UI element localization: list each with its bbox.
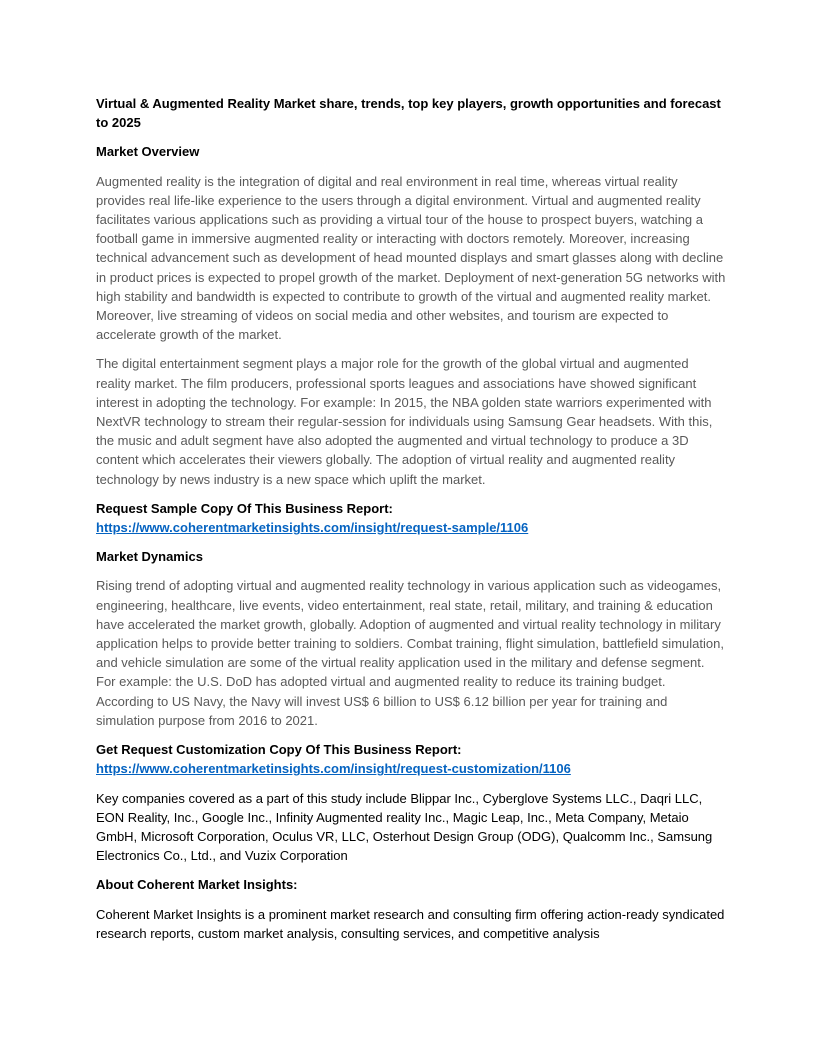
about-heading: About Coherent Market Insights:: [96, 877, 298, 893]
overview-paragraph-1: Augmented reality is the integration of digital and real environment in real time, whereas virtual reality provides real life-like experience to the users through a digital environment. Virtual and augmented reality facilitates various applications such as providing a virtual tour of the house to prospect buyers, watching a football game in immersive augmented reality or interacting with doctors remotely. Moreover, increasing technical advancement such as development of head mounted displays and smart glasses along with decline in product prices is expected to propel growth of the market. Deployment of next-generation 5G networks with high stability and bandwidth is expected to contribute to growth of the virtual and augmented reality market. Moreover, live streaming of videos on social media and other websites, and tourism are expected to accelerate growth of the market.: [96, 173, 726, 343]
market-overview-heading: Market Overview: [96, 144, 200, 160]
customization-request-block: [96, 740, 726, 778]
customization-request-link[interactable]: https://www.coherentmarketinsights.com/insight/request-customization/1106: [96, 761, 571, 777]
key-companies-paragraph: Key companies covered as a part of this study include Blippar Inc., Cyberglove Systems LLC., Daqri LLC, EON Reality, Inc., Google Inc., Infinity Augmented reality Inc., Magic Leap, Inc., Meta Company, Metaio GmbH, Microsoft Corporation, Oculus VR, LLC, Osterhout Design Group (ODG), Qualcomm Inc., Samsung Electronics Co., Ltd., and Vuzix Corporation: [96, 790, 713, 864]
sample-request-link[interactable]: https://www.coherentmarketinsights.com/insight/request-sample/1106: [96, 520, 529, 536]
document-page: [96, 94, 726, 953]
dynamics-paragraph: Rising trend of adopting virtual and augmented reality technology in various application such as videogames, engineering, healthcare, live events, video entertainment, real state, retail, military, and training & education have accelerated the market growth, globally. Adoption of augmented and virtual reality technology in military application helps to provide better training to soldiers. Combat training, flight simulation, battlefield simulation, and vehicle simulation are some of the virtual reality application used in the military and defense segment. For example: the U.S. DoD has adopted virtual and augmented reality to reduce its training budget. According to US Navy, the Navy will invest US$ 6 billion to US$ 6.12 billion per year for training and simulation purpose from 2016 to 2021.: [96, 578, 724, 728]
document-title: Virtual & Augmented Reality Market share, trends, top key players, growth opportunities and forecast to 2025: [96, 96, 721, 131]
about-paragraph: Coherent Market Insights is a prominent market research and consulting firm offering action-ready syndicated research reports, custom market analysis, consulting services, and competitive analysis: [96, 906, 725, 941]
sample-request-block: [96, 499, 726, 537]
market-dynamics-heading: Market Dynamics: [96, 549, 203, 565]
overview-paragraph-2: The digital entertainment segment plays a major role for the growth of the global virtual and augmented reality market. The film producers, professional sports leagues and associations have showed significant interest in adopting the technology. For example: In 2015, the NBA golden state warriors experimented with NextVR technology to stream their regular-session for individuals using Samsung Gear headsets. With this, the music and adult segment have also adopted the augmented and virtual technology to produce a 3D content which accelerates their viewers globally. The adoption of virtual reality and augmented reality technology by news industry is a new space which uplift the market.: [96, 356, 713, 487]
sample-request-label: Request Sample Copy Of This Business Report:: [96, 500, 393, 516]
customization-request-label: Get Request Customization Copy Of This Business Report:: [96, 742, 462, 758]
